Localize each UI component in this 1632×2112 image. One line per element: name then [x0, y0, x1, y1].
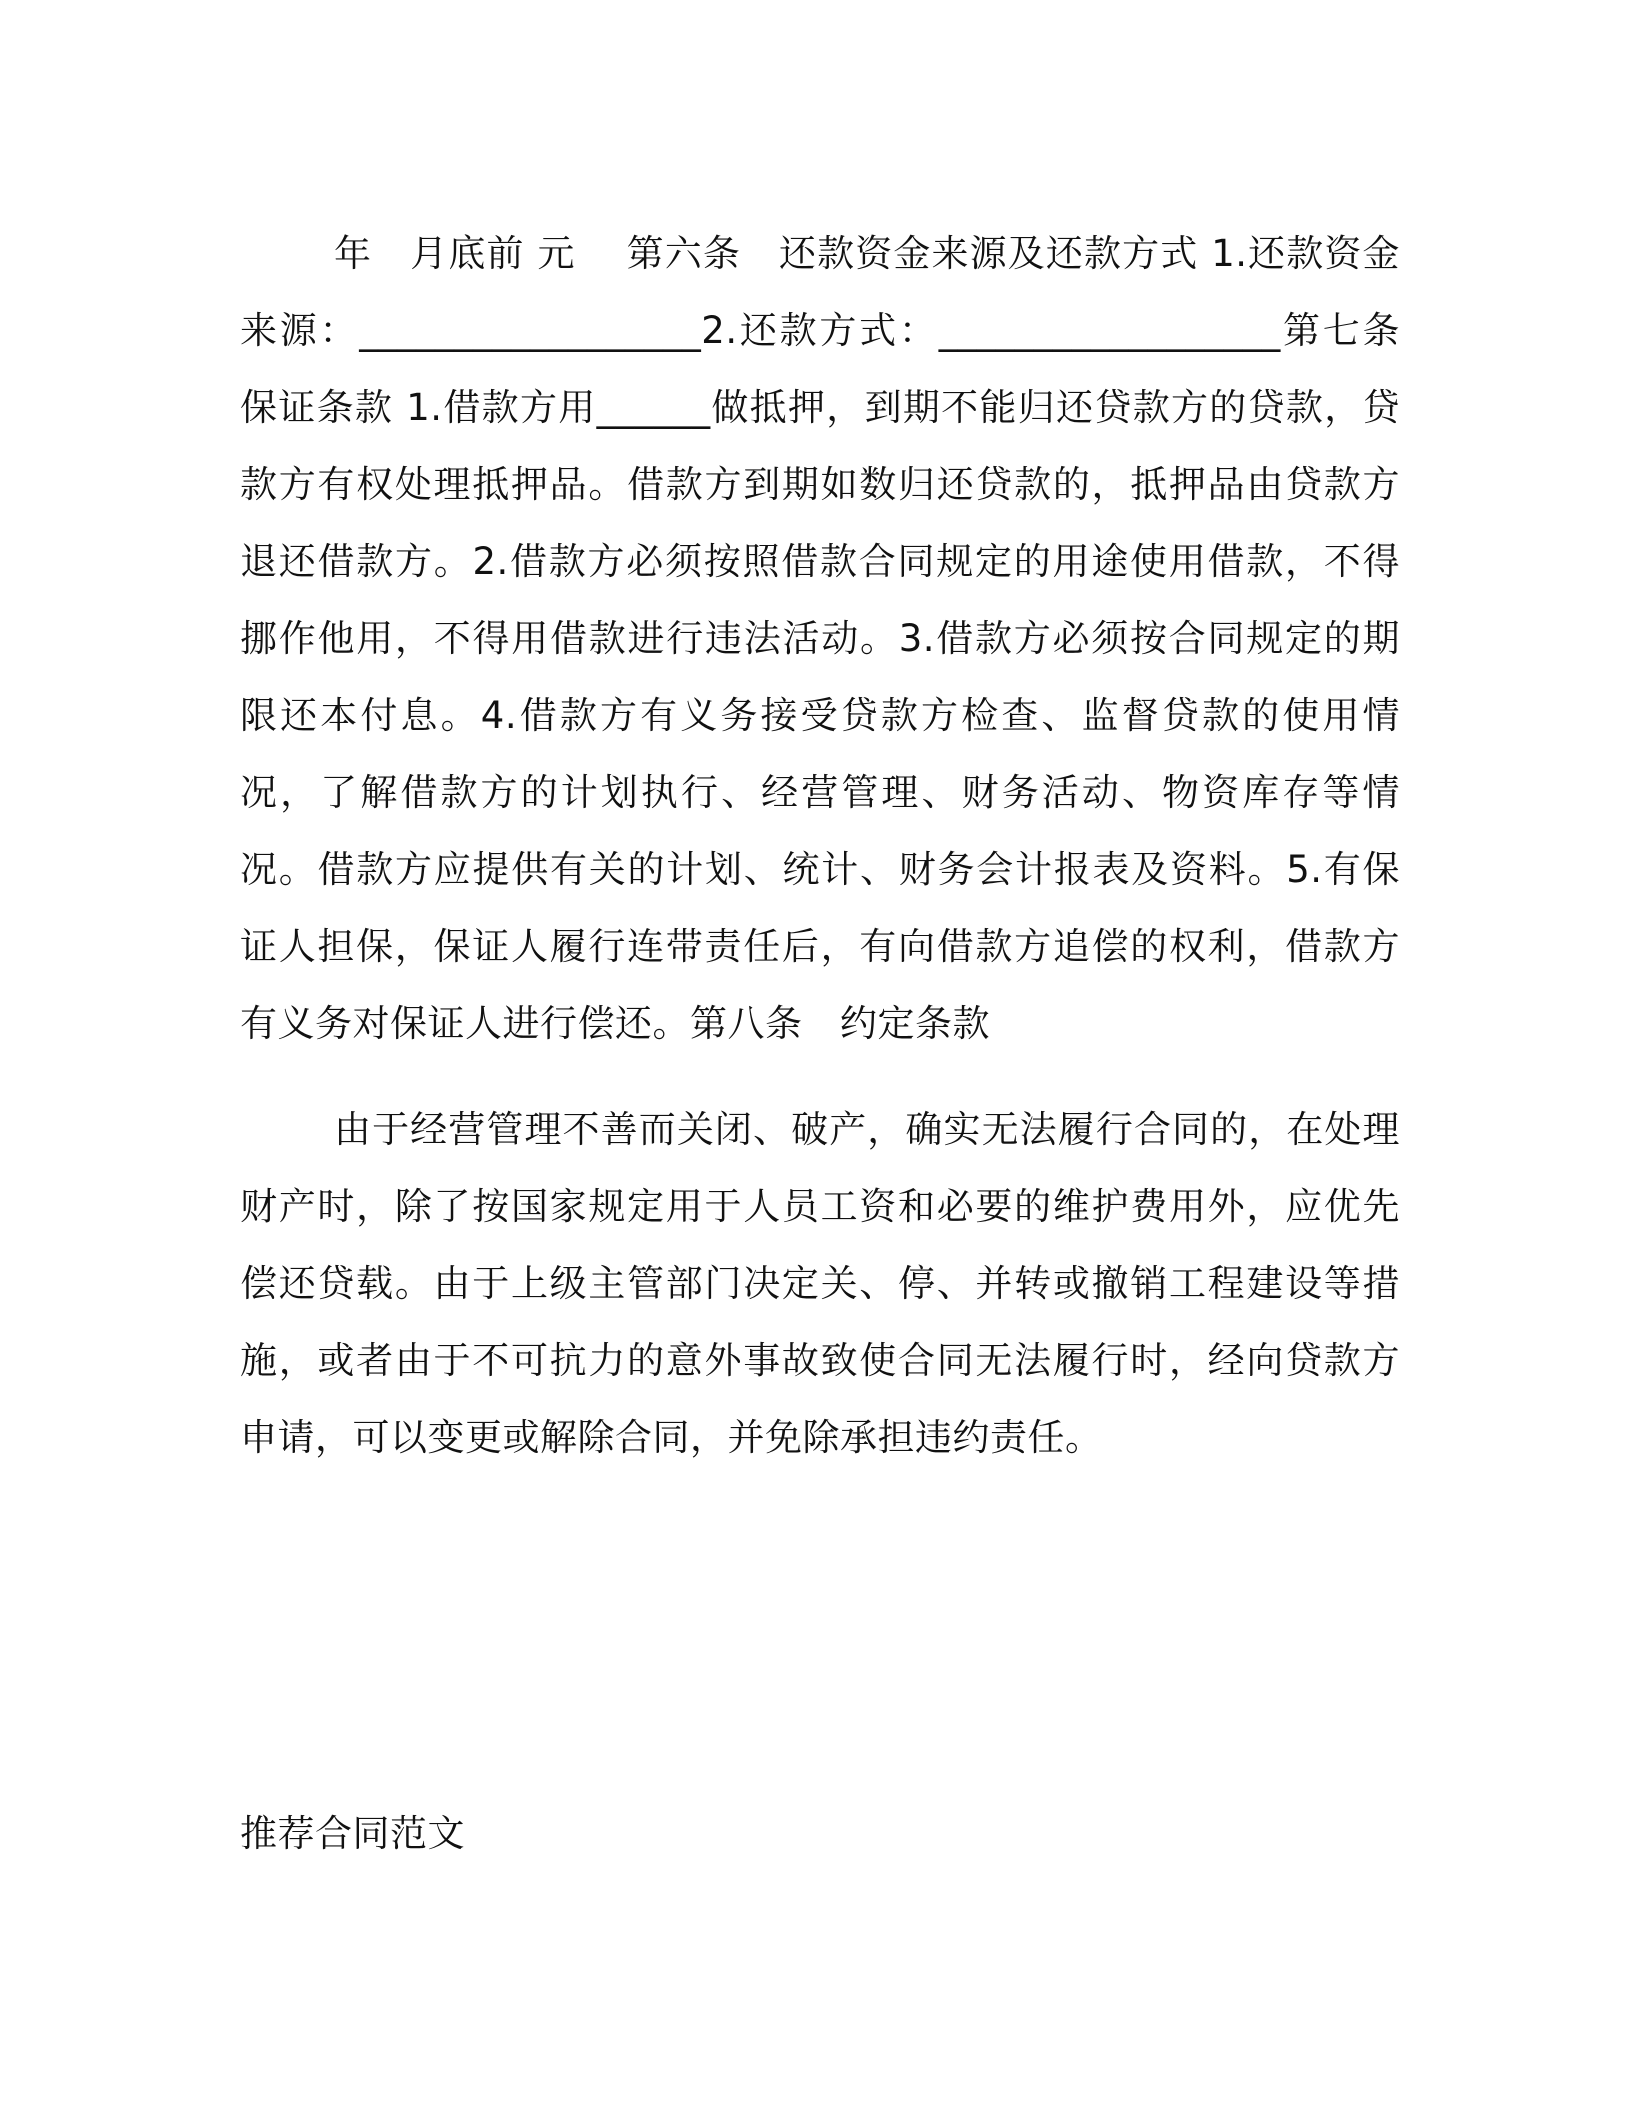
contract-paragraph-termination: 由于经营管理不善而关闭、破产，确实无法履行合同的，在处理财产时，除了按国家规定用于人员工资和必要的维护费用外，应优先偿还贷载。由于上级主管部门决定关、停、并转或撤销工程建设等措施，或者由于不可抗力的意外事故致使合同无法履行时，经向贷款方申请，可以变更或解除合同，并免除承担违约责任。 — [240, 1108, 1400, 1459]
contract-paragraph-repayment-guarantee: 年 月底前 元 第六条 还款资金来源及还款方式 1.还款资金来源：__________________2.还款方式：__________________第七条 保证条款 1.借款方用______做抵押，到期不能归还贷款方的贷款，贷款方有权处理抵押品。借款方到期如数归还贷款的，抵押品由贷款方退还借款方。2.借款方必须按照借款合同规定的用途使用借款，不得挪作他用，不得用借款进行违法活动。3.借款方必须按合同规定的期限还本付息。4.借款方有义务接受贷款方检查、监督贷款的使用情况，了解借款方的计划执行、经营管理、财务活动、物资库存等情况。借款方应提供有关的计划、统计、财务会计报表及资料。5.有保证人担保，保证人履行连带责任后，有向借款方追偿的权利，借款方有义务对保证人进行偿还。第八条 约定条款 — [240, 232, 1438, 1045]
recommended-contract-label: 推荐合同范文 — [240, 1812, 465, 1855]
